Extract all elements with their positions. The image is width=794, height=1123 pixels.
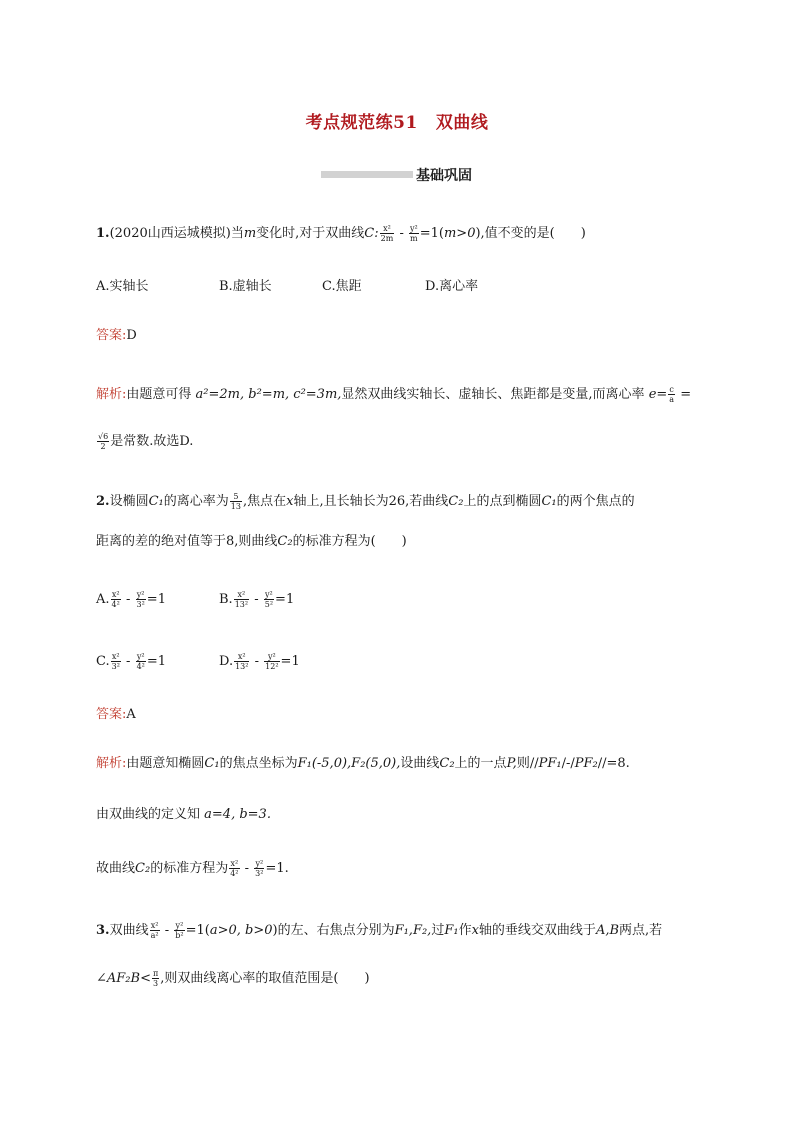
q3-stem-cont: ∠AF₂B< $\frac{\pi}{3}$ ,则双曲线离心率的取值范围是( ): [96, 969, 370, 988]
q2-number: 2.: [96, 494, 110, 509]
q2-conclusion: 故曲线C₂的标准方程为 $\frac{\text{x²}}{\text{4²}}$ - $\frac{\text{y²}}{\text{3²}}$ =1.: [96, 859, 289, 878]
q1-analysis-cont: $\frac{√6}{2}$ 是常数.故选D.: [98, 432, 194, 451]
q2-stem: 2.设椭圆C₁的离心率为 $\frac{5}{13}$ ,焦点在x轴上,且长轴长为26,若曲线C₂上的点到椭圆C₁的两个焦点的: [96, 492, 635, 511]
q3-stem: 3.双曲线 $\frac{\text{x²}}{\text{a²}}$ - $\frac{\text{y²}}{\text{b²}}$ =1(a>0, b>0)的左、右焦点分别为F₁,F₂,过F₁作x轴的垂线交双曲线于A,B两点,若: [96, 921, 663, 940]
title-main: 考点规范练51: [305, 113, 418, 133]
q1-option-c[interactable]: C.焦距: [322, 279, 362, 294]
q2-analysis: 解析:由题意知椭圆C₁的焦点坐标为F₁(-5,0),F₂(5,0),设曲线C₂上的一点P,则//PF₁/-/PF₂//=8.: [96, 756, 630, 771]
q1-frac-x: $\frac{\text{x²}}{2m}$: [380, 224, 394, 243]
title-sub: 双曲线: [435, 113, 489, 133]
section-label: 基础巩固: [416, 168, 472, 184]
q2-stem-cont: 距离的差的绝对值等于8,则曲线C₂的标准方程为( ): [96, 534, 407, 549]
q3-number: 3.: [96, 923, 110, 938]
page-title: [0, 108, 794, 133]
q1-option-d[interactable]: D.离心率: [425, 279, 479, 294]
q2-option-c[interactable]: C. $\frac{\text{x²}}{\text{3²}}$ - $\frac{\text{y²}}{\text{4²}}$ =1: [96, 652, 167, 671]
q1-answer: 答案:D: [96, 328, 137, 343]
q1-frac-y: $\frac{\text{y²}}{m}$: [409, 224, 418, 243]
q1-number: 1.: [96, 226, 110, 241]
q1-stem: 1.(2020山西运城模拟)当m变化时,对于双曲线C: $\frac{\text{x²}}{2m}$ - $\frac{\text{y²}}{m}$ =1(m>0),值不变的是( ): [96, 224, 586, 243]
q2-option-d[interactable]: D. $\frac{\text{x²}}{\text{13²}}$ - $\frac{\text{y²}}{\text{12²}}$ =1: [219, 652, 300, 671]
q2-option-a[interactable]: A. $\frac{\text{x²}}{\text{4²}}$ - $\frac{\text{y²}}{\text{3²}}$ =1: [96, 590, 166, 609]
q2-answer: 答案:A: [96, 707, 136, 722]
section-bar: [321, 171, 413, 178]
q2-option-b[interactable]: B. $\frac{\text{x²}}{\text{13²}}$ - $\frac{\text{y²}}{\text{5²}}$ =1: [219, 590, 295, 609]
q1-analysis: 解析:由题意可得 a²=2m, b²=m, c²=3m,显然双曲线实轴长、虚轴长、焦距都是变量,而离心率 e= $\frac{c}{a}$ =: [96, 385, 692, 404]
q2-definition: 由双曲线的定义知 a=4, b=3.: [96, 807, 271, 822]
q1-option-b[interactable]: B.虚轴长: [219, 279, 272, 294]
q1-option-a[interactable]: A.实轴长: [96, 279, 149, 294]
